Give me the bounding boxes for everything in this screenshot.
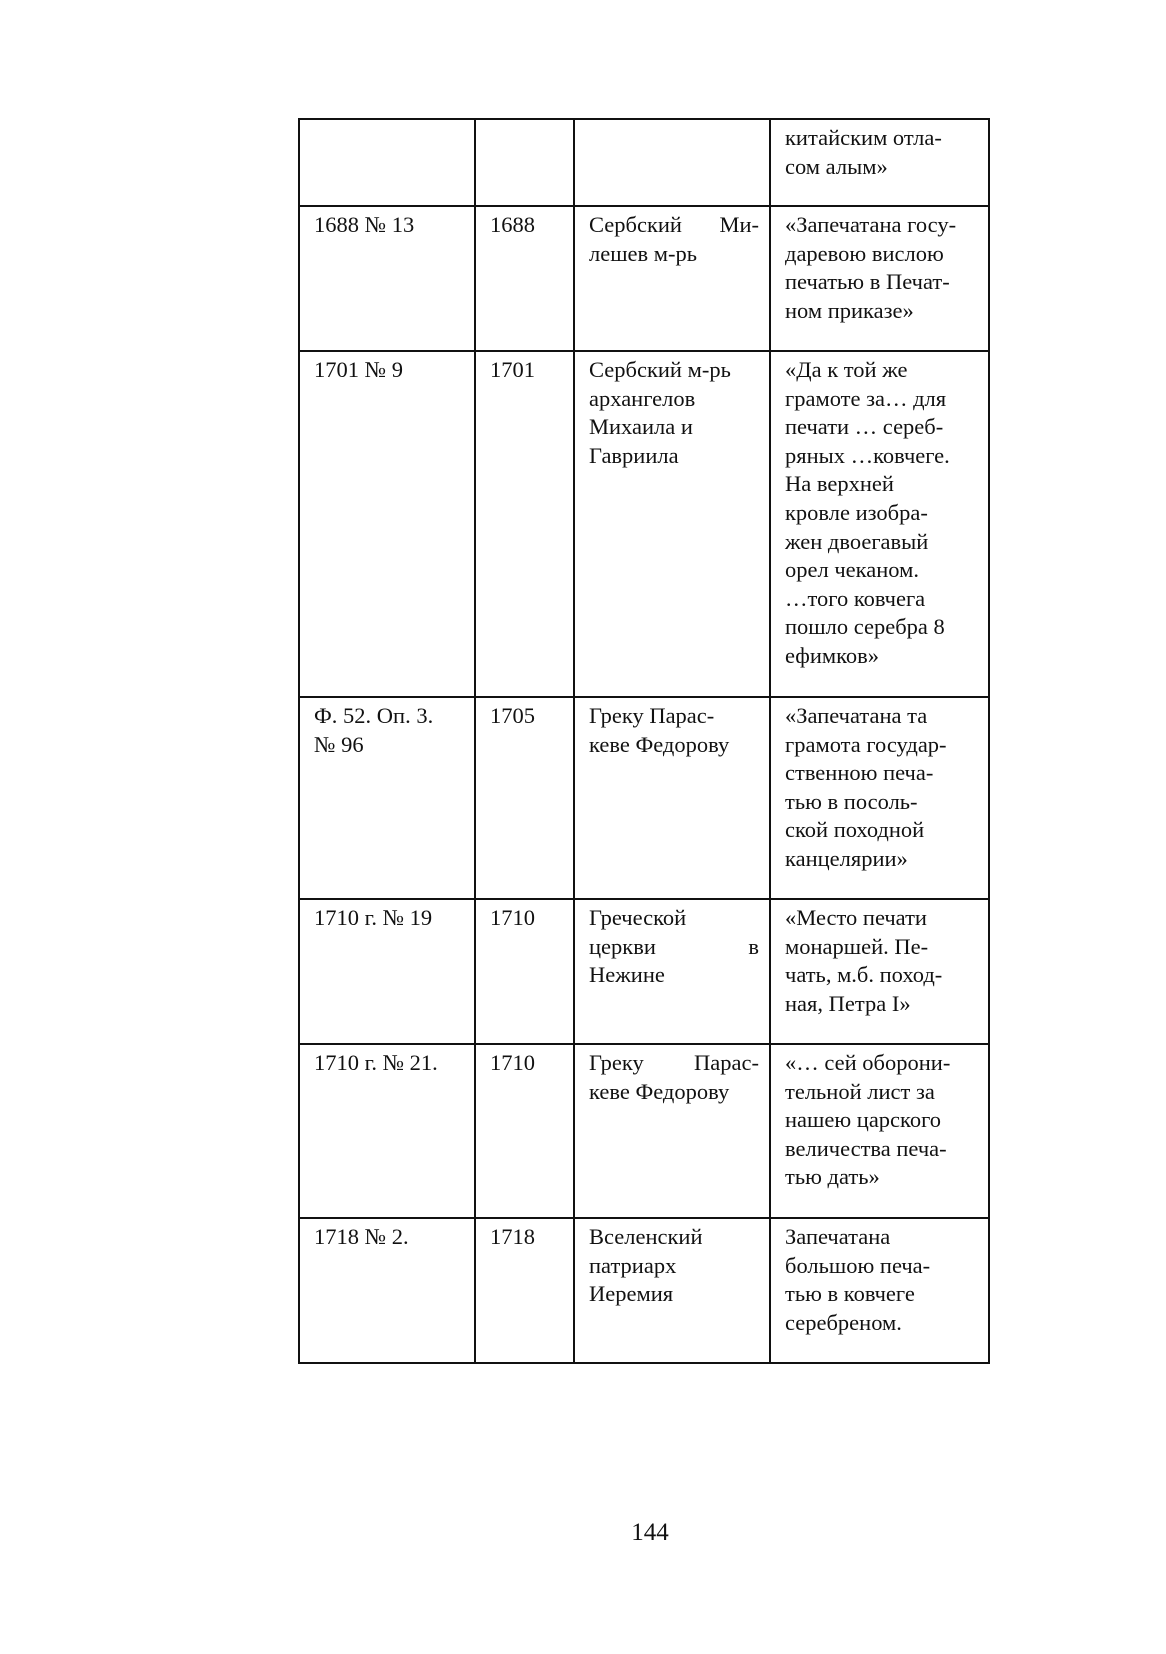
cell-line: китайским отла- bbox=[785, 125, 942, 150]
cell-line: На верхней bbox=[785, 471, 894, 497]
cell-line: 1701 bbox=[490, 357, 535, 382]
cell-line: Ф. 52. Оп. 3. bbox=[314, 703, 434, 728]
cell-reference bbox=[299, 1044, 475, 1218]
cell-line: «Да к той же bbox=[785, 357, 908, 382]
cell-seal-note bbox=[770, 697, 989, 899]
cell-line: «Место печати bbox=[785, 905, 927, 930]
cell-line: орел чеканом. bbox=[785, 557, 919, 583]
table-row bbox=[299, 899, 989, 1044]
cell-seal-note bbox=[770, 899, 989, 1044]
table-row bbox=[299, 119, 989, 206]
cell-line: Греку Парас- bbox=[589, 703, 715, 728]
cell-line: нашею царского bbox=[785, 1107, 941, 1133]
table-row bbox=[299, 206, 989, 351]
cell-word: церкви bbox=[589, 933, 656, 959]
cell-line: величества печа- bbox=[785, 1135, 947, 1161]
cell-line: большою печа- bbox=[785, 1252, 931, 1278]
cell-reference bbox=[299, 899, 475, 1044]
cell-year bbox=[475, 351, 574, 697]
cell-word: Сербский bbox=[589, 212, 682, 237]
cell-line: сом алым» bbox=[785, 153, 888, 179]
cell-line bbox=[589, 1049, 759, 1078]
table-row bbox=[299, 351, 989, 697]
cell-line: Сербский м-рь bbox=[589, 357, 731, 382]
cell-line: ряных …ковчеге. bbox=[785, 442, 950, 468]
cell-year bbox=[475, 1218, 574, 1363]
cell-year bbox=[475, 206, 574, 351]
cell-word: в bbox=[748, 933, 759, 959]
cell-reference bbox=[299, 119, 475, 206]
cell-line: 1718 № 2. bbox=[314, 1224, 409, 1249]
cell-addressee bbox=[574, 119, 770, 206]
cell-line: Греческой bbox=[589, 905, 687, 930]
cell-year bbox=[475, 899, 574, 1044]
table-row bbox=[299, 697, 989, 899]
cell-line: …того ковчега bbox=[785, 585, 926, 611]
cell-line: 1688 № 13 bbox=[314, 212, 415, 237]
cell-seal-note bbox=[770, 206, 989, 351]
cell-line: печати … сереб- bbox=[785, 414, 944, 440]
cell-reference bbox=[299, 351, 475, 697]
cell-addressee bbox=[574, 697, 770, 899]
cell-line: жен двоегавый bbox=[785, 528, 929, 554]
archive-table bbox=[298, 118, 990, 1364]
cell-line: ственною печа- bbox=[785, 760, 934, 786]
cell-line: ефимков» bbox=[785, 642, 880, 668]
cell-line: Михаила и bbox=[589, 414, 693, 440]
cell-line: 1701 № 9 bbox=[314, 357, 403, 382]
cell-line bbox=[589, 211, 759, 240]
cell-line: кеве Федорову bbox=[589, 1078, 730, 1104]
cell-year bbox=[475, 697, 574, 899]
cell-line: кровле изобра- bbox=[785, 499, 928, 525]
cell-reference bbox=[299, 697, 475, 899]
cell-line: монаршей. Пе- bbox=[785, 933, 929, 959]
cell-seal-note bbox=[770, 351, 989, 697]
cell-addressee bbox=[574, 899, 770, 1044]
cell-seal-note bbox=[770, 1044, 989, 1218]
cell-line: ской походной bbox=[785, 817, 925, 843]
cell-line: 1705 bbox=[490, 703, 535, 728]
cell-line bbox=[589, 933, 759, 962]
cell-word: Греку bbox=[589, 1050, 644, 1075]
cell-line: Запечатана bbox=[785, 1224, 891, 1249]
cell-year bbox=[475, 119, 574, 206]
cell-line: патриарх bbox=[589, 1252, 677, 1278]
cell-line: печатью в Печат- bbox=[785, 269, 950, 295]
cell-line: 1710 г. № 21. bbox=[314, 1050, 438, 1075]
cell-reference bbox=[299, 206, 475, 351]
cell-line: 1710 bbox=[490, 1050, 535, 1075]
cell-line: ном приказе» bbox=[785, 297, 914, 323]
cell-line: № 96 bbox=[314, 731, 364, 757]
cell-line: Вселенский bbox=[589, 1224, 703, 1249]
cell-line: кеве Федорову bbox=[589, 731, 730, 757]
cell-seal-note bbox=[770, 1218, 989, 1363]
cell-addressee bbox=[574, 1044, 770, 1218]
cell-line: ная, Петра I» bbox=[785, 990, 911, 1016]
cell-line: грамоте за… для bbox=[785, 385, 947, 411]
cell-line: грамота государ- bbox=[785, 731, 947, 757]
cell-word: Ми- bbox=[719, 212, 759, 237]
cell-line: серебреном. bbox=[785, 1309, 902, 1335]
cell-line: тью дать» bbox=[785, 1164, 880, 1190]
cell-line: Иеремия bbox=[589, 1281, 674, 1307]
table-row bbox=[299, 1044, 989, 1218]
cell-line: архангелов bbox=[589, 385, 696, 411]
cell-word: Парас- bbox=[694, 1050, 759, 1075]
cell-line: 1710 bbox=[490, 905, 535, 930]
cell-line: тельной лист за bbox=[785, 1078, 935, 1104]
cell-line: «… сей оборони- bbox=[785, 1050, 951, 1075]
cell-year bbox=[475, 1044, 574, 1218]
cell-line: тью в посоль- bbox=[785, 788, 918, 814]
cell-addressee bbox=[574, 206, 770, 351]
cell-line: канцелярии» bbox=[785, 845, 908, 871]
cell-line: чать, м.б. поход- bbox=[785, 962, 943, 988]
cell-line: лешев м-рь bbox=[589, 240, 698, 266]
cell-line: «Запечатана та bbox=[785, 703, 928, 728]
cell-line: даревою вислою bbox=[785, 240, 944, 266]
cell-line: тью в ковчеге bbox=[785, 1281, 915, 1307]
cell-line: «Запечатана госу- bbox=[785, 212, 957, 237]
cell-addressee bbox=[574, 1218, 770, 1363]
cell-line: пошло серебра 8 bbox=[785, 614, 945, 640]
cell-line: Гавриила bbox=[589, 442, 679, 468]
cell-seal-note bbox=[770, 119, 989, 206]
table-row bbox=[299, 1218, 989, 1363]
cell-line: Нежине bbox=[589, 962, 665, 988]
cell-addressee bbox=[574, 351, 770, 697]
cell-line: 1718 bbox=[490, 1224, 535, 1249]
page-number: 144 bbox=[631, 1519, 669, 1546]
cell-line: 1688 bbox=[490, 212, 535, 237]
cell-reference bbox=[299, 1218, 475, 1363]
cell-line: 1710 г. № 19 bbox=[314, 905, 433, 930]
